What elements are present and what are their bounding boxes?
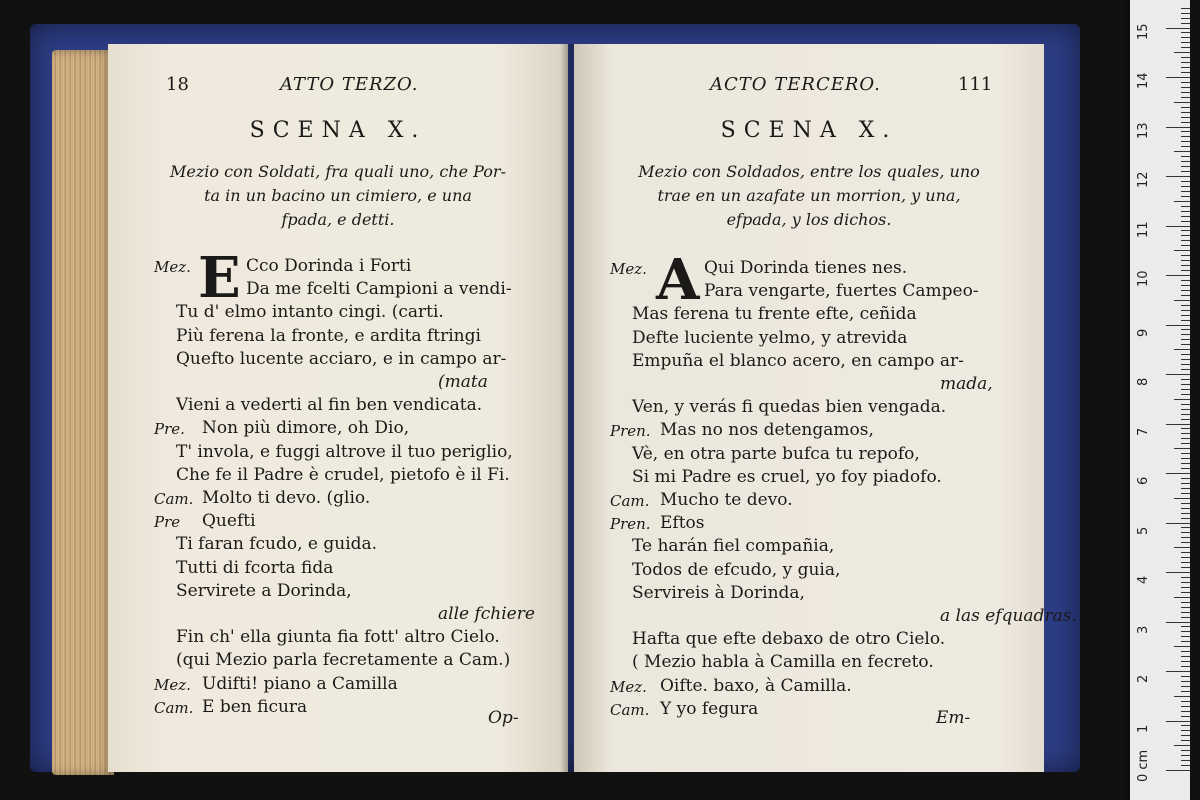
ruler-tick [1181, 92, 1190, 93]
right-stage-direction [574, 160, 1044, 232]
verse-line: Defte luciente yelmo, y atrevida [632, 327, 908, 348]
verse-line: Qui Dorinda tienes nes. [704, 258, 908, 278]
ruler-tick [1181, 493, 1190, 494]
ruler-tick [1181, 364, 1190, 365]
measuring-ruler [1130, 0, 1190, 800]
ruler-tick [1181, 290, 1190, 291]
ruler-tick [1181, 706, 1190, 707]
ruler-tick [1181, 18, 1190, 19]
ruler-tick [1181, 641, 1190, 642]
speaker-label: Mez. [154, 258, 191, 276]
ruler-tick [1181, 8, 1190, 9]
ruler-tick [1181, 438, 1190, 439]
ruler-tick [1181, 453, 1190, 454]
verse-line: Mas ferena tu frente efte, ceñida [632, 304, 917, 325]
ruler-tick [1181, 57, 1190, 58]
ruler-tick [1181, 216, 1190, 217]
ruler-tick [1181, 626, 1190, 627]
ruler-tick [1181, 211, 1190, 212]
ruler-tick [1181, 334, 1190, 335]
ruler-label: 5 [1136, 526, 1151, 535]
ruler-label: 7 [1136, 427, 1151, 436]
ruler-label: 14 [1136, 72, 1151, 89]
verse-line: Empuña el blanco acero, en campo ar- [632, 350, 964, 371]
left-page [108, 44, 568, 772]
ruler-tick [1181, 488, 1190, 489]
verse-line: Todos de efcudo, y guia, [632, 559, 841, 580]
ruler-tick [1166, 622, 1190, 623]
ruler-tick [1181, 716, 1190, 717]
ruler-tick [1181, 711, 1190, 712]
verse-line: Te harán fiel compañia, [632, 536, 835, 557]
ruler-tick [1181, 186, 1190, 187]
ruler-tick [1166, 721, 1190, 722]
ruler-tick [1181, 97, 1190, 98]
verse-line: Tutti di fcorta fida [176, 557, 334, 578]
ruler-tick [1181, 67, 1190, 68]
drop-capital: E [198, 245, 241, 311]
ruler-tick [1181, 463, 1190, 464]
verse-line: Mas no nos detengamos, [660, 420, 874, 441]
ruler-tick [1181, 592, 1190, 593]
page-edges [52, 50, 114, 775]
ruler-tick [1181, 686, 1190, 687]
verse-line: Non più dimore, oh Dio, [202, 418, 410, 439]
ruler-tick [1181, 206, 1190, 207]
ruler-tick [1181, 661, 1190, 662]
ruler-tick [1166, 424, 1190, 425]
ruler-tick [1181, 315, 1190, 316]
ruler-tick [1166, 127, 1190, 128]
ruler-tick [1181, 47, 1190, 48]
ruler-tick [1181, 701, 1190, 702]
ruler-tick [1181, 191, 1190, 192]
ruler-tick [1181, 42, 1190, 43]
ruler-tick [1181, 607, 1190, 608]
ruler-tick [1181, 681, 1190, 682]
ruler-tick [1181, 136, 1190, 137]
ruler-tick [1181, 458, 1190, 459]
ruler-tick [1181, 131, 1190, 132]
ruler-tick [1174, 102, 1190, 103]
ruler-tick [1181, 310, 1190, 311]
ruler-tick [1181, 280, 1190, 281]
verse-line: Fin ch' ella giunta fia fott' altro Cielo. [176, 627, 500, 648]
right-page [574, 44, 1077, 772]
ruler-tick [1181, 636, 1190, 637]
ruler-tick [1181, 527, 1190, 528]
ruler-tick [1181, 141, 1190, 142]
ruler-tick [1181, 676, 1190, 677]
left-scene-title: SCENA X. [249, 118, 427, 143]
ruler-tick [1181, 518, 1190, 519]
ruler-tick [1166, 572, 1190, 573]
ruler-tick [1181, 666, 1190, 667]
verse-line: Più ferena la fronte, e ardita ftringi [176, 325, 481, 346]
ruler-tick [1181, 394, 1190, 395]
ruler-tick [1181, 122, 1190, 123]
ruler-tick [1181, 443, 1190, 444]
ruler-tick [1181, 562, 1190, 563]
speaker-label: Mez. [610, 260, 647, 278]
stage-line: trae en un azafate un morrion, y una, [657, 186, 961, 205]
ruler-label: 0 cm [1136, 749, 1151, 782]
ruler-tick [1166, 325, 1190, 326]
left-running-head: ATTO TERZO. [280, 74, 419, 95]
ruler-tick [1181, 285, 1190, 286]
ruler-tick [1181, 582, 1190, 583]
ruler-tick [1181, 221, 1190, 222]
verse-line: alle fchiere [438, 604, 535, 624]
speaker-label: Pren. [610, 422, 651, 441]
ruler-label: 2 [1136, 674, 1151, 683]
ruler-tick [1174, 696, 1190, 697]
ruler-tick [1166, 374, 1190, 375]
ruler-tick [1181, 32, 1190, 33]
ruler-tick [1181, 478, 1190, 479]
ruler-tick [1166, 770, 1190, 771]
verse-line: Eftos [660, 513, 705, 534]
ruler-tick [1174, 498, 1190, 499]
ruler-tick [1181, 433, 1190, 434]
ruler-tick [1181, 537, 1190, 538]
ruler-tick [1181, 750, 1190, 751]
ruler-tick [1181, 13, 1190, 14]
verse-line: Ti faran fcudo, e guida. [176, 534, 378, 555]
ruler-tick [1181, 23, 1190, 24]
left-stage-direction [108, 160, 568, 232]
stage-line: fpada, e detti. [281, 210, 395, 229]
ruler-tick [1181, 428, 1190, 429]
ruler-tick [1174, 250, 1190, 251]
right-running-head: ACTO TERCERO. [710, 74, 881, 95]
verse-line: a las efquadras. [940, 606, 1077, 626]
ruler-tick [1174, 646, 1190, 647]
ruler-tick [1181, 552, 1190, 553]
verse-line: Tu d' elmo intanto cingi. (carti. [176, 302, 444, 323]
ruler-tick [1181, 483, 1190, 484]
ruler-tick [1181, 295, 1190, 296]
verse-line: Si mi Padre es cruel, yo foy piadofo. [632, 466, 942, 487]
ruler-tick [1166, 226, 1190, 227]
ruler-tick [1181, 503, 1190, 504]
right-page-number: 111 [958, 74, 993, 95]
ruler-tick [1174, 745, 1190, 746]
ruler-tick [1166, 473, 1190, 474]
ruler-tick [1166, 28, 1190, 29]
ruler-tick [1181, 107, 1190, 108]
ruler-tick [1181, 62, 1190, 63]
ruler-label: 9 [1136, 328, 1151, 337]
speaker-label: Cam. [154, 698, 194, 717]
ruler-label: 8 [1136, 377, 1151, 386]
ruler-tick [1174, 52, 1190, 53]
ruler-tick [1181, 577, 1190, 578]
verse-line: Para vengarte, fuertes Campeo- [704, 281, 979, 302]
ruler-tick [1181, 557, 1190, 558]
ruler-tick [1181, 513, 1190, 514]
verse-line: (mata [438, 372, 488, 392]
ruler-tick [1181, 631, 1190, 632]
ruler-tick [1181, 691, 1190, 692]
ruler-tick [1181, 508, 1190, 509]
ruler-tick [1166, 671, 1190, 672]
ruler-tick [1181, 419, 1190, 420]
ruler-tick [1181, 161, 1190, 162]
ruler-tick [1181, 740, 1190, 741]
verse-line: E ben ficura [202, 696, 308, 717]
ruler-tick [1181, 146, 1190, 147]
ruler-tick [1174, 547, 1190, 548]
ruler-tick [1174, 201, 1190, 202]
verse-line: Cco Dorinda i Forti [246, 256, 412, 276]
verse-line: Che fe il Padre è crudel, pietofo è il Fi. [176, 464, 510, 485]
ruler-tick [1181, 171, 1190, 172]
ruler-tick [1181, 196, 1190, 197]
verse-line: Servireis à Dorinda, [632, 582, 805, 603]
verse-line: ( Mezio habla à Camilla en fecreto. [632, 652, 934, 673]
ruler-tick [1181, 320, 1190, 321]
ruler-label: 11 [1136, 220, 1151, 238]
speaker-label: Mez. [610, 677, 647, 696]
ruler-tick [1181, 245, 1190, 246]
ruler-tick [1181, 384, 1190, 385]
ruler-tick [1181, 409, 1190, 410]
ruler-tick [1181, 72, 1190, 73]
speaker-label: Cam. [610, 700, 650, 719]
ruler-tick [1181, 37, 1190, 38]
ruler-label: 3 [1136, 625, 1151, 634]
ruler-tick [1181, 270, 1190, 271]
verse-line: Servirete a Dorinda, [176, 580, 352, 601]
verse-line: Ven, y verás fi quedas bien vengada. [632, 397, 947, 418]
ruler-label: 10 [1136, 270, 1151, 287]
ruler-tick [1181, 755, 1190, 756]
verse-line: Oifte. baxo, à Camilla. [660, 675, 852, 696]
ruler-tick [1174, 349, 1190, 350]
verse-line: Y yo fegura [660, 698, 759, 719]
verse-line: (qui Mezio parla fecretamente a Cam.) [176, 650, 511, 671]
ruler-tick [1181, 612, 1190, 613]
ruler-tick [1181, 567, 1190, 568]
ruler-tick [1181, 656, 1190, 657]
ruler-tick [1181, 112, 1190, 113]
ruler-tick [1181, 117, 1190, 118]
stage-line: Mezio con Soldados, entre los quales, uno [638, 162, 980, 181]
ruler-tick [1181, 651, 1190, 652]
verse-line: Vè, en otra parte bufca tu repofo, [632, 443, 920, 464]
verse-line: Quefti [202, 511, 256, 532]
ruler-tick [1181, 305, 1190, 306]
drop-capital: A [656, 247, 700, 313]
ruler-tick [1181, 414, 1190, 415]
ruler-tick [1181, 389, 1190, 390]
ruler-tick [1174, 399, 1190, 400]
verse-line: Hafta que efte debaxo de otro Cielo. [632, 629, 946, 650]
left-catchword: Op- [488, 708, 519, 728]
ruler-tick [1181, 87, 1190, 88]
verse-line: T' involа, e fuggi altrove il tuo periglio, [176, 441, 513, 462]
ruler-tick [1181, 260, 1190, 261]
ruler-tick [1181, 765, 1190, 766]
ruler-tick [1181, 735, 1190, 736]
ruler-tick [1166, 523, 1190, 524]
verse-line: Udifti! piano a Camilla [202, 673, 398, 694]
ruler-tick [1181, 725, 1190, 726]
ruler-tick [1181, 265, 1190, 266]
ruler-tick [1181, 339, 1190, 340]
ruler-label: 13 [1136, 121, 1151, 139]
ruler-label: 1 [1136, 724, 1151, 733]
ruler-tick [1181, 542, 1190, 543]
speaker-label: Pre [154, 513, 181, 532]
ruler-label: 4 [1136, 575, 1151, 584]
stage-line: efpada, y los dichos. [726, 210, 892, 229]
ruler-tick [1174, 597, 1190, 598]
ruler-tick [1181, 230, 1190, 231]
speaker-label: Pre. [154, 420, 185, 439]
speaker-label: Cam. [610, 492, 650, 510]
stage-line: Mezio con Soldati, fra quali uno, che Por- [170, 162, 506, 181]
ruler-tick [1181, 532, 1190, 533]
ruler-tick [1181, 760, 1190, 761]
ruler-tick [1181, 156, 1190, 157]
verse-line: Mucho te devo. [660, 490, 793, 510]
speaker-label: Pren. [610, 515, 651, 534]
ruler-tick [1166, 176, 1190, 177]
ruler-tick [1181, 617, 1190, 618]
ruler-tick [1181, 379, 1190, 380]
verse-line: Quefto lucente acciaro, e in campo ar- [176, 348, 507, 369]
verse-line: Molto ti devo. (glio. [202, 488, 371, 508]
ruler-tick [1181, 329, 1190, 330]
ruler-tick [1181, 730, 1190, 731]
right-scene-title: SCENA X. [720, 118, 898, 143]
left-page-number: 18 [166, 74, 189, 95]
ruler-tick [1181, 82, 1190, 83]
ruler-tick [1181, 369, 1190, 370]
ruler-tick [1181, 181, 1190, 182]
verse-line: Vieni a vederti al fin ben vendicata. [176, 395, 483, 416]
ruler-label: 15 [1136, 22, 1151, 40]
ruler-tick [1181, 240, 1190, 241]
ruler-tick [1181, 235, 1190, 236]
ruler-tick [1181, 587, 1190, 588]
speaker-label: Mez. [154, 675, 191, 694]
ruler-tick [1166, 275, 1190, 276]
ruler-tick [1181, 602, 1190, 603]
ruler-tick [1174, 151, 1190, 152]
speaker-label: Cam. [154, 490, 194, 508]
ruler-tick [1174, 448, 1190, 449]
ruler-tick [1166, 77, 1190, 78]
ruler-tick [1181, 344, 1190, 345]
verse-line: mada, [940, 374, 993, 394]
ruler-tick [1181, 468, 1190, 469]
stage-line: ta in un bacino un cimiero, e una [204, 186, 472, 205]
ruler-tick [1181, 404, 1190, 405]
ruler-label: 6 [1136, 476, 1151, 485]
ruler-label: 12 [1136, 171, 1151, 188]
right-catchword: Em- [936, 708, 971, 728]
ruler-tick [1181, 359, 1190, 360]
ruler-tick [1181, 166, 1190, 167]
ruler-tick [1181, 255, 1190, 256]
ruler-tick [1181, 354, 1190, 355]
verse-line: Da me fcelti Campioni a vendi- [246, 279, 512, 300]
ruler-tick [1174, 300, 1190, 301]
